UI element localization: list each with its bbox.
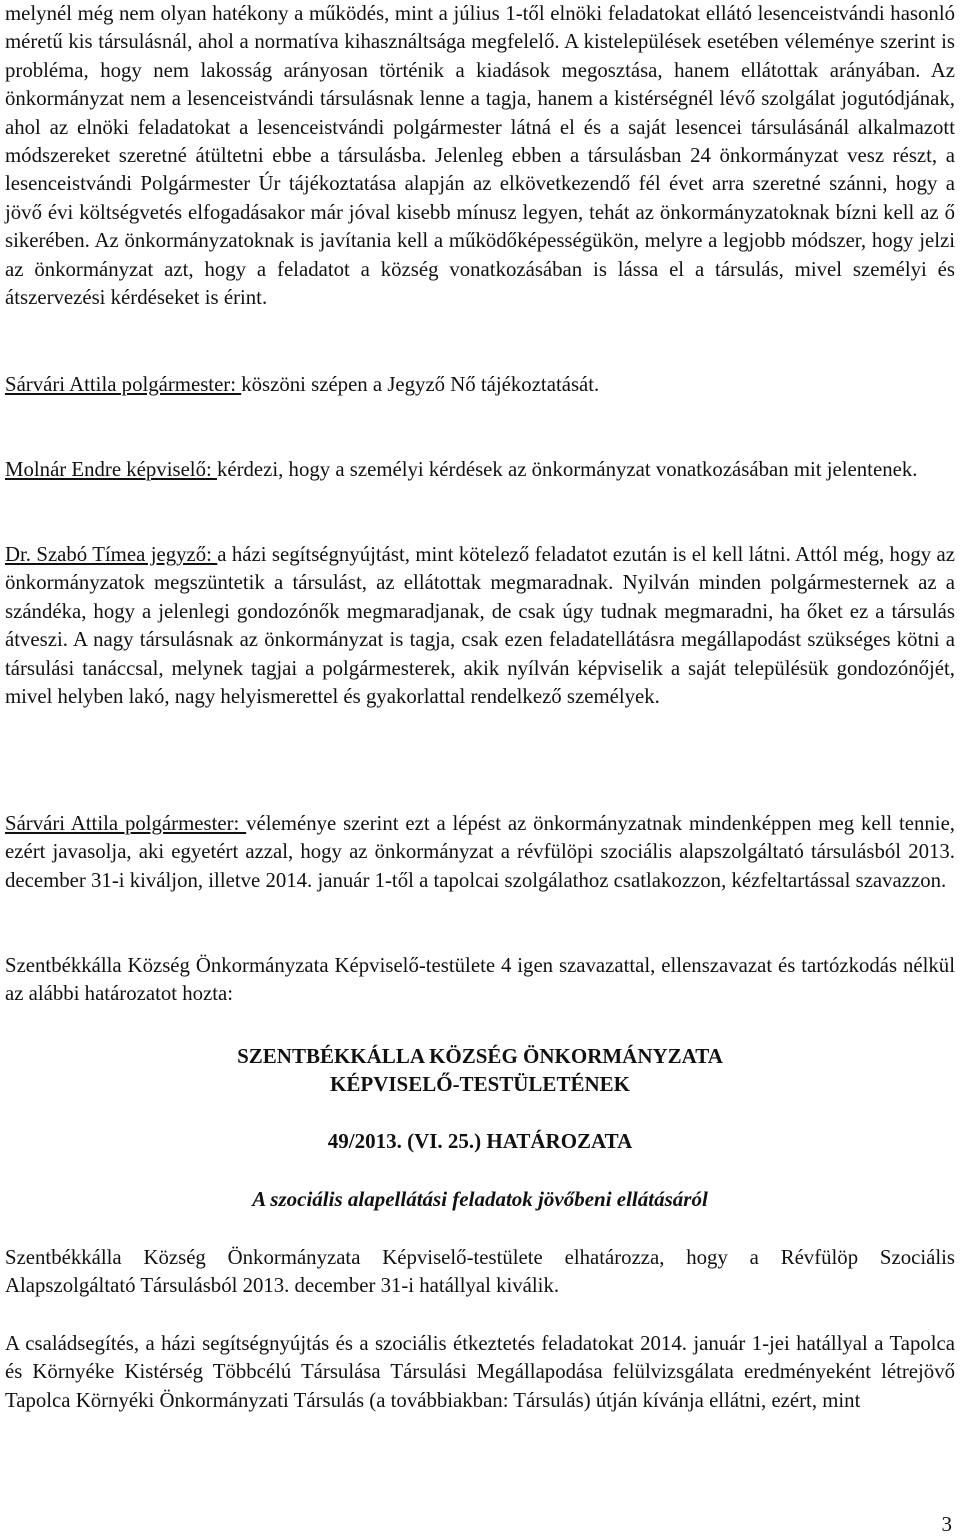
paragraph-molnar-question (5, 456, 955, 484)
resolution-subject: A szociális alapellátási feladatok jövőbeni ellátásáról (252, 1187, 708, 1211)
speech-text: köszöni szépen a Jegyző Nő tájékoztatását. (241, 373, 600, 396)
paragraph-notary-answer (5, 541, 955, 711)
page-number: 3 (941, 1512, 952, 1536)
speech-text: véleménye szerint ezt a lépést az önkormányzatnak mindenképpen meg kell tennie, ezért javasolja, aki egyetért azzal, hogy az önkormányzat a révfülöpi szociális alapszolgáltató társulásból 2013. december 31-i kiváljon, illetve 2014. január 1-től a tapolcai szolgálathoz csatlakozzon, kézfeltartással szavazzon. (5, 812, 955, 892)
speech-text: a házi segítségnyújtást, mint kötelező feladatot ezután is el kell látni. Attól még, hogy az önkormányzatok megszüntetik a társulást, az ellátottak megmaradnak. Nyilván minden polgármesternek az a szándéka, hogy a jelenlegi gondozónők megmaradjanak, de csak úgy tudnak megmaradni, ha őket ez a társulás átveszi. A nagy társulásnak az önkormányzat is tagja, csak ezen feladatellátásra megállapodást szükséges kötni a társulási tanáccsal, melynek tagjai a polgármesterek, akik nyílván képviselik a saját településük gondozónőjét, mivel helyben lakó, nagy helyismerettel és gyakorlattal rendelkező személyek. (5, 543, 955, 709)
resolution-heading-line2: KÉPVISELŐ-TESTÜLETÉNEK (330, 1072, 630, 1096)
resolution-heading-line1: SZENTBÉKKÁLLA KÖZSÉG ÖNKORMÁNYZATA (237, 1044, 723, 1068)
speech-text: kérdezi, hogy a személyi kérdések az önkormányzat vonatkozásában mit jelentenek. (216, 458, 918, 481)
speaker-name: Sárvári Attila polgármester: (5, 812, 247, 835)
paragraph-mayor-thanks (5, 371, 955, 399)
speaker-name: Sárvári Attila polgármester: (5, 373, 242, 396)
paragraph-decision: Szentbékkálla Község Önkormányzata Képviselő-testülete elhatározza, hogy a Révfülöp Szociális Alapszolgáltató Társulásból 2013. december 31-i hatállyal kiválik. (5, 1246, 955, 1298)
paragraph-vote-result: Szentbékkálla Község Önkormányzata Képviselő-testülete 4 igen szavazattal, ellenszavazat és tartózkodás nélkül az alábbi határozatot hozta: (5, 954, 955, 1006)
paragraph-tasks: A családsegítés, a házi segítségnyújtás és a szociális étkeztetés feladatokat 2014. január 1-jei hatállyal a Tapolca és Környéke Kistérség Többcélú Társulása Társulási Megállapodása felülvizsgálata eredményeként létrejövő Tapolca Környéki Önkormányzati Társulás (a továbbiakban: Társulás) útján kívánja ellátni, ezért, mint (5, 1332, 955, 1412)
speaker-name: Molnár Endre képviselő: (5, 458, 217, 481)
speaker-name: Dr. Szabó Tímea jegyző: (5, 543, 218, 566)
resolution-number: 49/2013. (VI. 25.) HATÁROZATA (327, 1129, 633, 1153)
paragraph-intro: melynél még nem olyan hatékony a működés, mint a július 1-től elnöki feladatokat ellátó lesenceistvándi hasonló méretű kis társulásnál, ahol a normatíva kihasználtsága megfelelő. A kistelepülések esetében véleménye szerint is probléma, hogy nem lakosság arányosan történik a kiadások megosztása, hanem ellátottak arányában. Az önkormányzat nem a lesenceistvándi társulásnak lenne a tagja, hanem a kistérségnél lévő szolgálat jogutódjának, ahol az elnöki feladatokat a lesenceistvándi polgármester látná el és a saját lesencei társulásánál alkalmazott módszereket szeretné átültetni ebbe a társulásba. Jelenleg ebben a társulásban 24 önkormányzat vesz részt, a lesenceistvándi Polgármester Úr tájékoztatása alapján az elkövetkezendő fél évet arra szeretné szánni, hogy a jövő évi költségvetés elfogadásakor már jóval kisebb mínusz legyen, tehát az önkormányzatoknak bízni kell az ő sikerében. Az önkormányzatoknak is javítania kell a működőképességükön, melyre a legjobb módszer, hogy jelzi az önkormányzat azt, hogy a feladatot a község vonatkozásában is lássa el a társulás, mivel személyi és átszervezési kérdéseket is érint. (5, 2, 955, 310)
paragraph-mayor-proposal (5, 810, 955, 895)
